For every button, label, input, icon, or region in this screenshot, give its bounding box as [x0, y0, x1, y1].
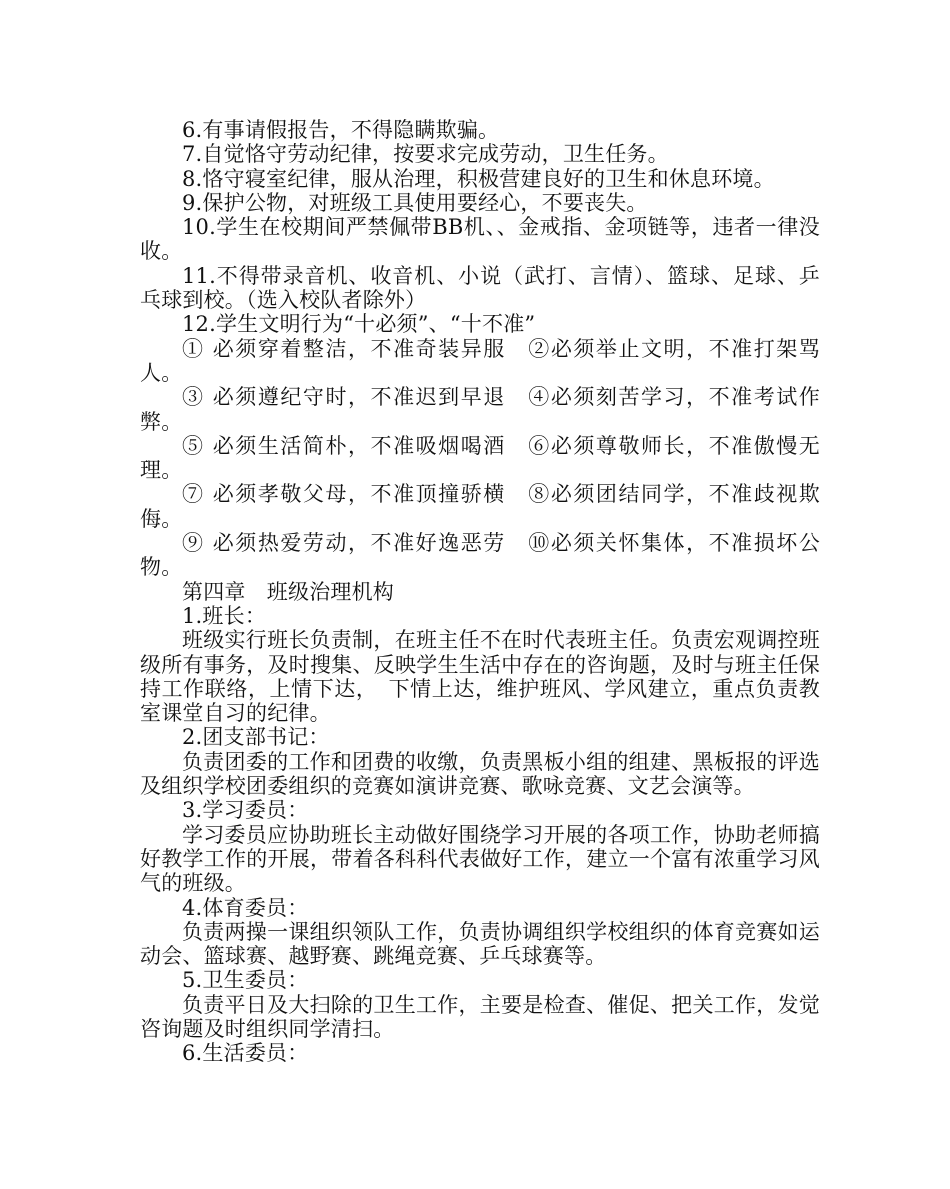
section-heading-study-committee: 3.学习委员：	[182, 798, 309, 823]
rule-item-10: 10.学生在校期间严禁佩带BB机、、金戒指、金项链等，违者一律没收。	[140, 215, 820, 264]
behavior-rule-5-6: ⑤ 必须生活简朴，不准吸烟喝酒 ⑥必须尊敬师长，不准傲慢无理。	[140, 433, 820, 483]
chapter-heading: 第四章 班级治理机构	[182, 579, 394, 604]
rule-item-8: 8.恪守寝室纪律，服从治理，积极营建良好的卫生和休息环境。	[182, 166, 775, 191]
section-heading-life-committee: 6.生活委员：	[182, 1041, 309, 1066]
section-heading-sports-committee: 4.体育委员：	[182, 895, 309, 920]
rule-item-6: 6.有事请假报告，不得隐瞒欺骗。	[182, 118, 500, 142]
section-body-hygiene-committee: 负责平日及大扫除的卫生工作，主要是检查、催促、把关工作，发觉咨询题及时组织同学清扫。	[140, 992, 820, 1041]
rule-item-9: 9.保护公物，对班级工具使用要经心，不要丧失。	[182, 190, 648, 215]
section-body-league-secretary: 负责团委的工作和团费的收缴，负责黑板小组的组建、黑板报的评选及组织学校团委组织的竞赛如演讲竞赛、歌咏竞赛、文艺会演等。	[140, 749, 820, 799]
behavior-rule-7-8: ⑦ 必须孝敬父母，不准顶撞骄横 ⑧必须团结同学，不准歧视欺侮。	[140, 482, 820, 531]
section-heading-hygiene-committee: 5.卫生委员：	[182, 968, 309, 993]
behavior-rule-9-10: ⑨ 必须热爱劳动，不准好逸恶劳 ⑩必须关怀集体，不准损坏公物。	[140, 531, 820, 580]
section-body-sports-committee: 负责两操一课组织领队工作，负责协调组织学校组织的体育竞赛如运动会、篮球赛、越野赛、跳绳竞赛、乒乓球赛等。	[140, 919, 820, 969]
section-heading-league-secretary: 2.团支部书记：	[182, 725, 330, 750]
document-page	[140, 118, 820, 1066]
section-body-study-committee: 学习委员应协助班长主动做好围绕学习开展的各项工作，协助老师搞好教学工作的开展，带着各科科代表做好工作，建立一个富有浓重学习风气的班级。	[140, 822, 820, 896]
section-body-monitor: 班级实行班长负责制，在班主任不在时代表班主任。负责宏观调控班级所有事务，及时搜集、反映学生生活中存在的咨询题，及时与班主任保持工作联络，上情下达， 下情上达，维护班风、学风建立，重点负责教室课堂自习的纪律。	[140, 628, 820, 726]
behavior-rule-3-4: ③ 必须遵纪守时，不准迟到早退 ④必须刻苦学习，不准考试作弊。	[140, 385, 820, 434]
rule-item-7: 7.自觉恪守劳动纪律，按要求完成劳动，卫生任务。	[182, 142, 669, 167]
rule-item-12: 12.学生文明行为“十必须”、“十不准”	[182, 312, 536, 337]
rule-item-11: 11.不得带录音机、收音机、小说（武打、言情）、篮球、足球、乒乓球到校。（选入校队者除外）	[140, 263, 820, 313]
section-heading-monitor: 1.班长：	[182, 603, 267, 628]
behavior-rule-1-2: ① 必须穿着整洁，不准奇装异服 ②必须举止文明，不准打架骂人。	[140, 336, 820, 385]
